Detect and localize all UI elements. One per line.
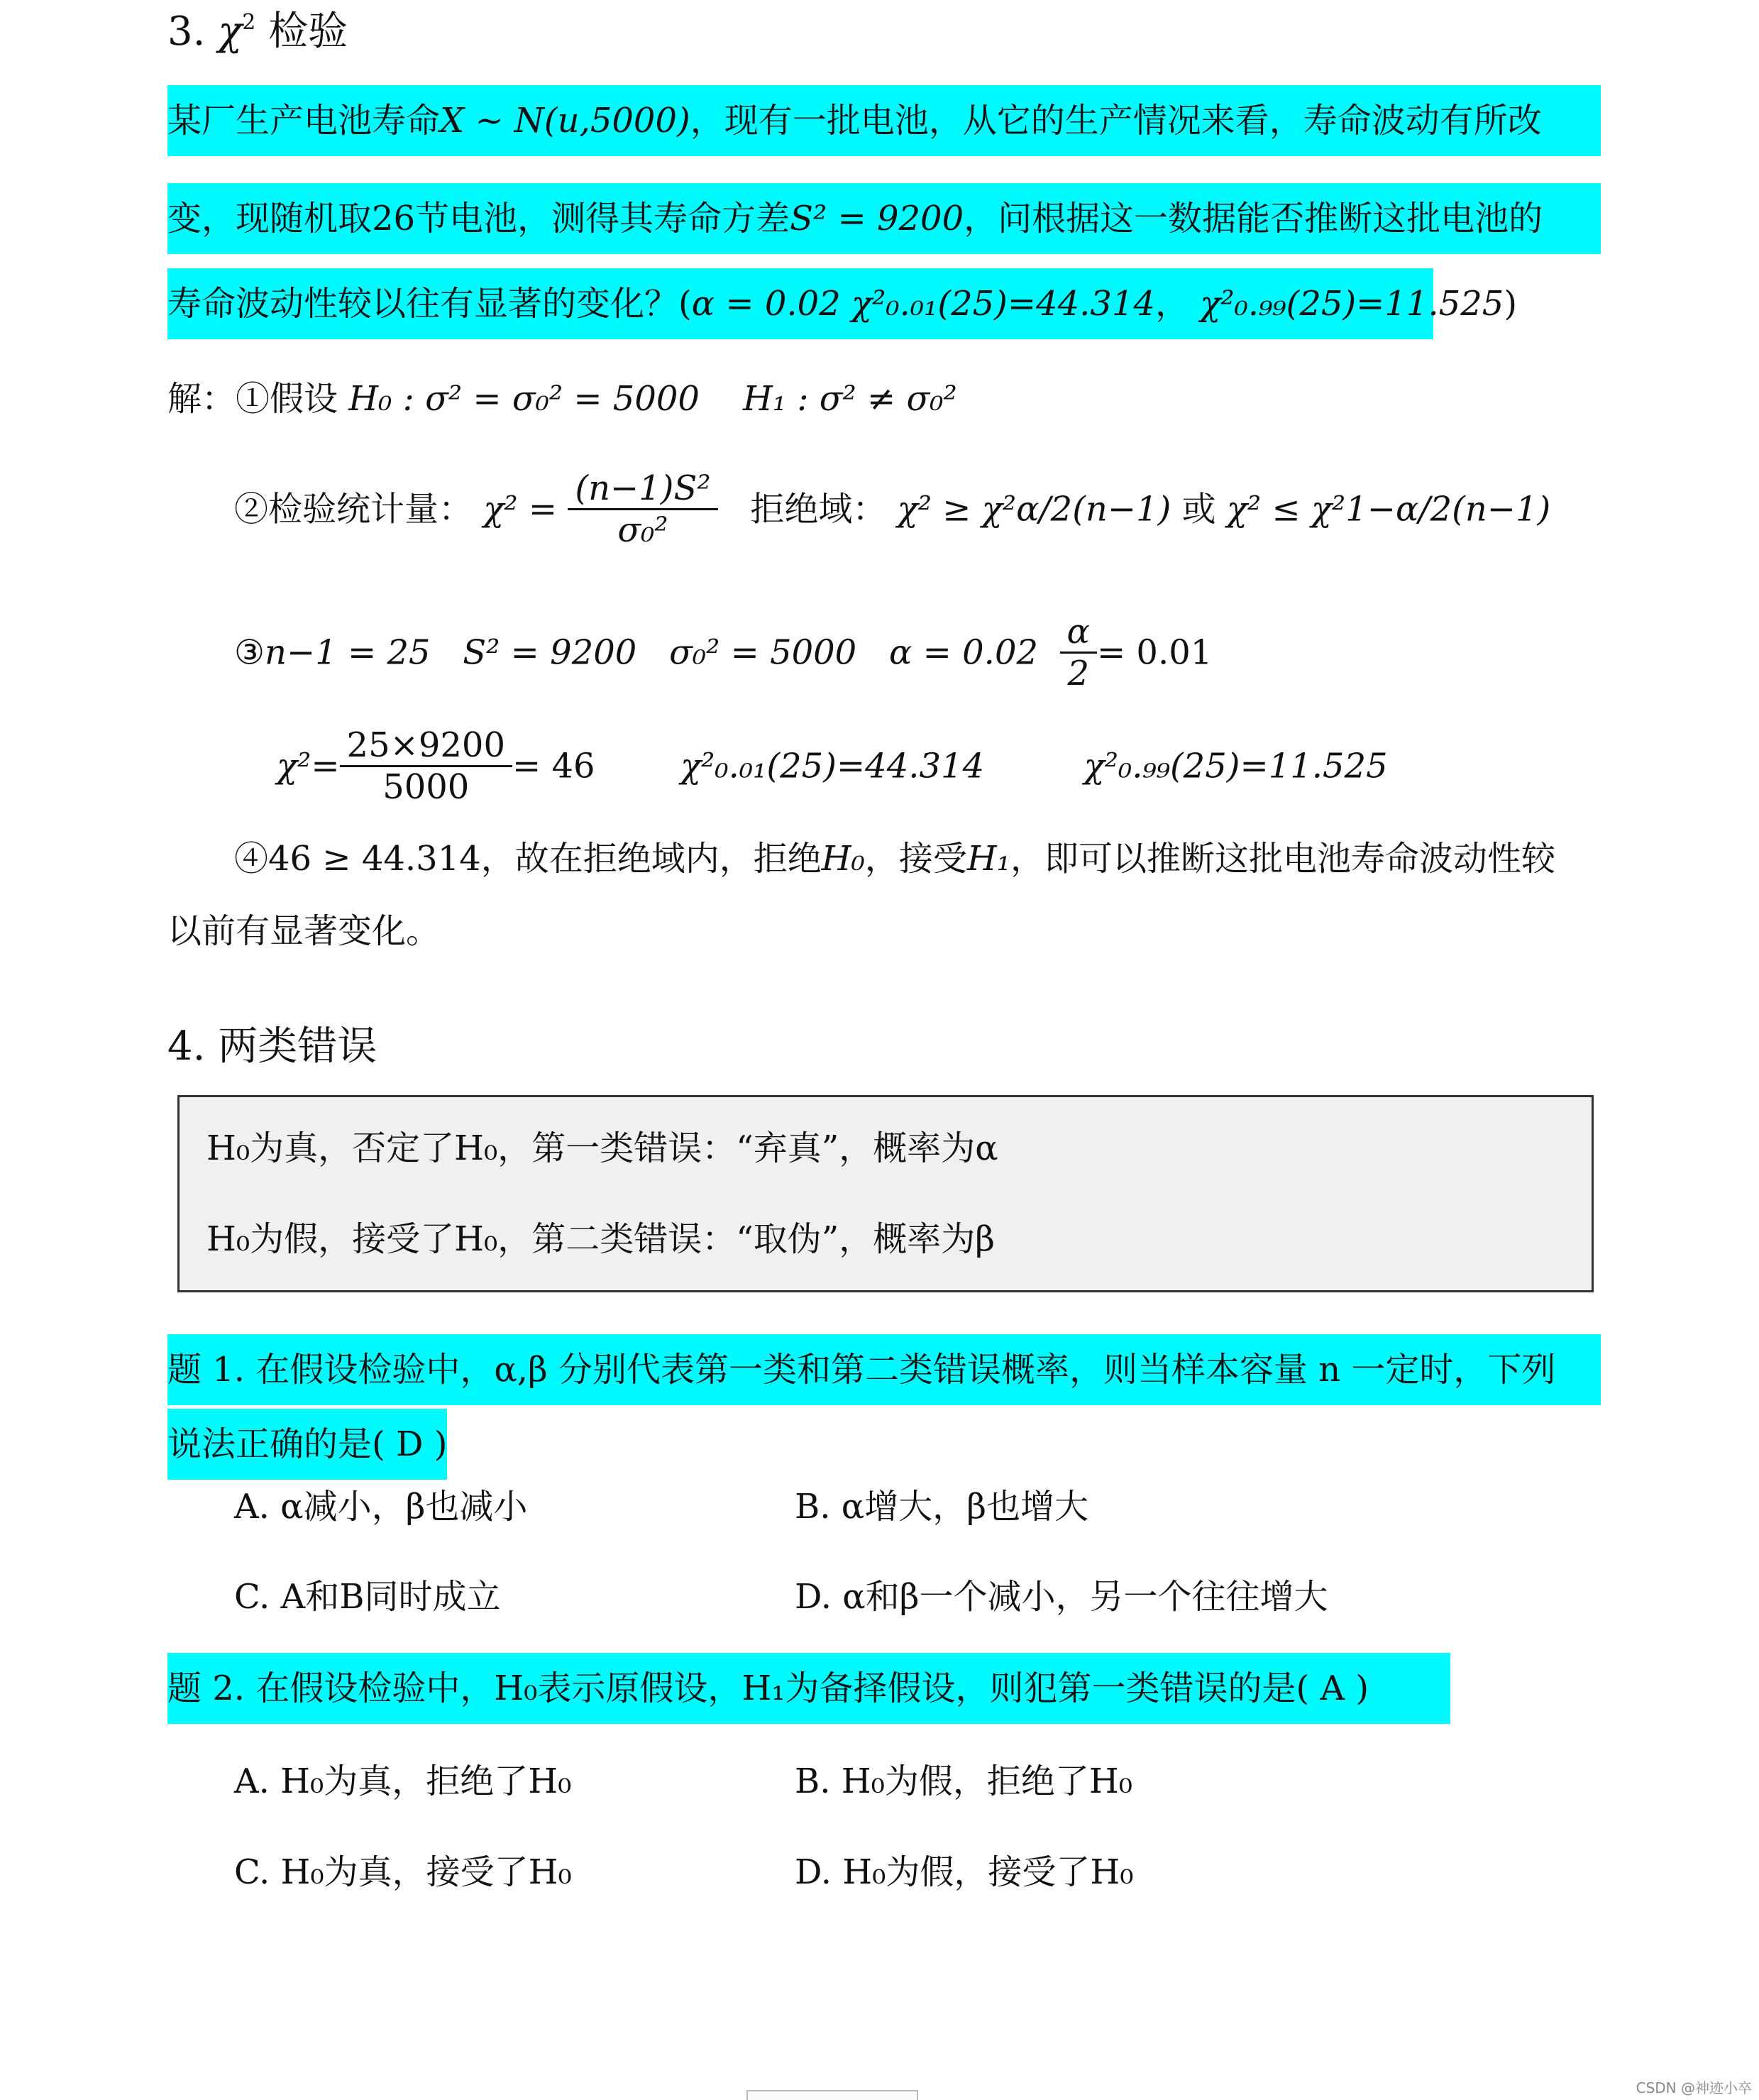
q2-option-a: A. H₀为真，拒绝了H₀ <box>234 1761 572 1801</box>
error-type-1: H₀为真，否定了H₀，第一类错误：“弃真”，概率为α <box>206 1128 998 1168</box>
q2-option-d: D. H₀为假，接受了H₀ <box>795 1852 1134 1892</box>
section-4-heading: 4. 两类错误 <box>167 1023 377 1070</box>
solution-step-3-calc: χ²= $\frac{25\times 9200}{5000}$ = 46 χ²₀.₀₁(25)=44.314 χ²₀.₉₉(25)=11.525 <box>277 725 1388 807</box>
statistic-fraction: $\frac{\text{(n−1)S²}}{\text{σ₀²}}$ <box>568 468 717 550</box>
solution-step-1: 解：①假设 H₀ : σ² = σ₀² = 5000 H₁ : σ² ≠ σ₀² <box>167 379 957 419</box>
solution-step-4: ④46 ≥ 44.314，故在拒绝域内，拒绝H₀，接受H₁，即可以推断这批电池寿命波动性较 <box>234 839 1556 879</box>
alpha-half-fraction: $\frac{\alpha}{2}$ <box>1060 612 1097 693</box>
solution-step-4-cont: 以前有显著变化。 <box>167 911 441 951</box>
problem-line-3: 寿命波动性较以往有显著的变化？(α = 0.02 χ²₀.₀₁(25)=44.314， χ²₀.₉₉(25)=11.525) <box>167 268 1433 339</box>
q2-option-c: C. H₀为真，接受了H₀ <box>234 1852 572 1892</box>
problem-line-2: 变，现随机取26节电池，测得其寿命方差S² = 9200，问根据这一数据能否推断这批电池的 <box>167 183 1601 254</box>
solution-step-2: ②检验统计量： χ² = $\frac{\text{(n−1)S²}}{\text{σ₀²}}$ 拒绝域： χ² ≥ χ²α/2(n−1) 或 χ² ≤ χ²1−α/2(n−1) <box>234 468 1551 550</box>
q1-option-c: C. A和B同时成立 <box>234 1577 501 1617</box>
error-type-2: H₀为假，接受了H₀，第二类错误：“取伪”，概率为β <box>206 1219 996 1259</box>
q1-option-a: A. α减小，β也减小 <box>234 1487 528 1527</box>
chi-value-fraction: $\frac{25\times 9200}{5000}$ <box>340 725 512 807</box>
section-3-heading: 3. $\chi^2$ 检验 <box>167 9 348 55</box>
q1-option-b: B. α增大，β也增大 <box>795 1487 1088 1527</box>
q1-line-1: 题 1. 在假设检验中，α,β 分别代表第一类和第二类错误概率，则当样本容量 n 一定时，下列 <box>167 1334 1601 1405</box>
error-types-box <box>177 1095 1594 1292</box>
q1-line-2: 说法正确的是( D ) <box>167 1409 447 1480</box>
q1-option-d: D. α和β一个减小，另一个往往增大 <box>795 1577 1328 1617</box>
watermark: CSDN @神迹小卒 <box>1636 2079 1752 2096</box>
q2-option-b: B. H₀为假，拒绝了H₀ <box>795 1761 1132 1801</box>
problem-line-1: 某厂生产电池寿命X ~ N(u,5000)，现有一批电池，从它的生产情况来看，寿命波动有所改 <box>167 85 1601 156</box>
solution-step-3: ③n−1 = 25 S² = 9200 σ₀² = 5000 α = 0.02 $\frac{\alpha}{2}$ = 0.01 <box>234 612 1213 693</box>
q2-line-1: 题 2. 在假设检验中，H₀表示原假设，H₁为备择假设，则犯第一类错误的是( A ) <box>167 1653 1450 1724</box>
